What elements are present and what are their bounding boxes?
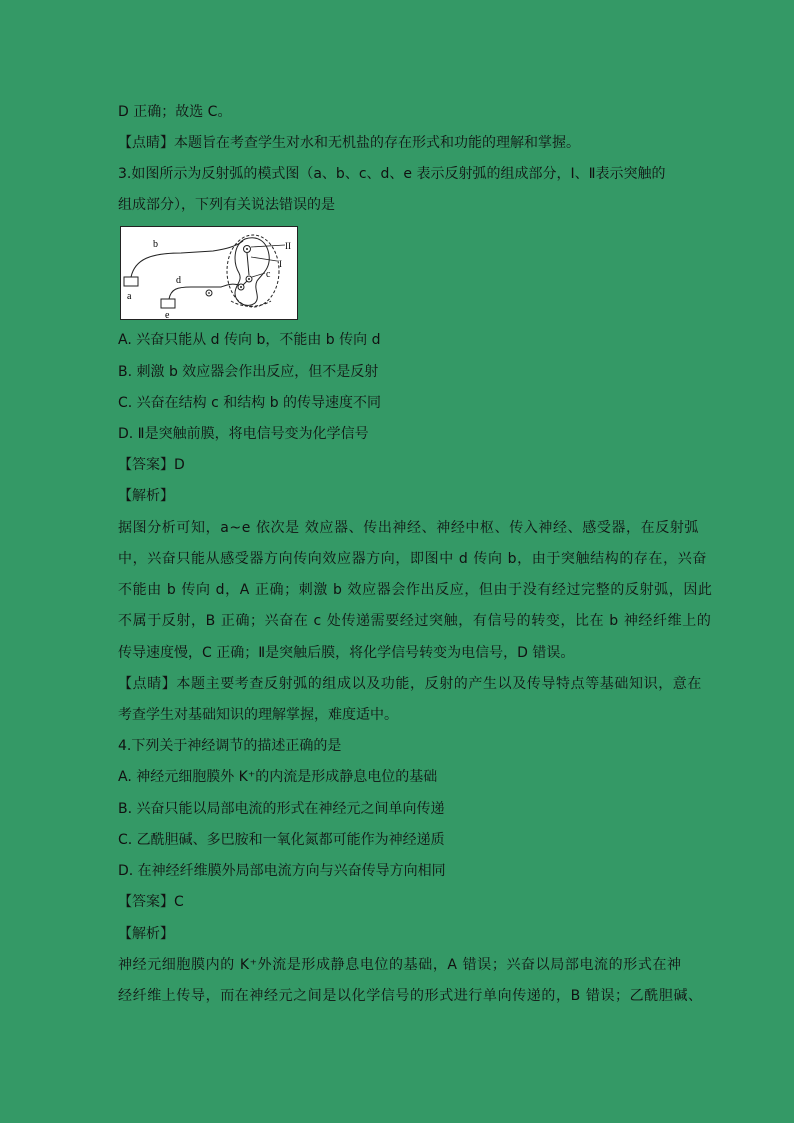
label-I: I xyxy=(279,259,282,269)
efferent-nerve xyxy=(131,241,243,277)
text-line: D 正确；故选 C。 xyxy=(118,104,232,120)
analysis-text: 不属于反射，B 正确；兴奋在 c 处传递需要经过突触，有信号的转变，比在 b 神经纤维上的 xyxy=(118,613,712,629)
option-d: D. Ⅱ是突触前膜，将电信号变为化学信号 xyxy=(118,426,369,442)
label-a: a xyxy=(127,291,132,302)
reflex-arc-svg xyxy=(121,227,297,319)
question-3-stem: 3.如图所示为反射弧的模式图（a、b、c、d、e 表示反射弧的组成部分，Ⅰ、Ⅱ表示突触的 xyxy=(118,166,666,182)
comment-text: 考查学生对基础知识的理解掌握，难度适中。 xyxy=(118,707,398,723)
spinal-cord xyxy=(235,238,269,306)
option-a: A. 神经元细胞膜外 K⁺的内流是形成静息电位的基础 xyxy=(118,769,438,785)
afferent-nerve xyxy=(169,284,239,299)
analysis-text: 据图分析可知，a~e 依次是 效应器、传出神经、神经中枢、传入神经、感受器，在反射弧 xyxy=(118,520,700,536)
label-c: c xyxy=(266,269,271,280)
label-b: b xyxy=(153,239,158,250)
option-c: C. 乙酰胆碱、多巴胺和一氧化氮都可能作为神经递质 xyxy=(118,832,445,848)
answer-label: 【答案】D xyxy=(118,457,185,473)
option-b: B. 兴奋只能以局部电流的形式在神经元之间单向传递 xyxy=(118,801,445,817)
option-c: C. 兴奋在结构 c 和结构 b 的传导速度不同 xyxy=(118,395,382,411)
question-3-stem-cont: 组成部分），下列有关说法错误的是 xyxy=(118,197,335,213)
label-e: e xyxy=(165,310,170,319)
effector-box xyxy=(124,277,138,286)
label-d: d xyxy=(176,275,181,286)
analysis-text: 中，兴奋只能从感受器方向传向效应器方向，即图中 d 传向 b，由于突触结构的存在，兴奋 xyxy=(118,551,707,567)
option-d: D. 在神经纤维膜外局部电流方向与兴奋传导方向相同 xyxy=(118,863,446,879)
analysis-text: 传导速度慢，C 正确；Ⅱ是突触后膜，将化学信号转变为电信号，D 错误。 xyxy=(118,645,575,661)
option-b: B. 刺激 b 效应器会作出反应，但不是反射 xyxy=(118,364,379,380)
label-II: II xyxy=(285,241,291,251)
analysis-text: 经纤维上传导，而在神经元之间是以化学信号的形式进行单向传递的，B 错误；乙酰胆碱、 xyxy=(118,988,703,1004)
text-line: 【点睛】本题旨在考查学生对水和无机盐的存在形式和功能的理解和掌握。 xyxy=(118,135,580,151)
analysis-text: 神经元细胞膜内的 K⁺外流是形成静息电位的基础，A 错误；兴奋以局部电流的形式在神 xyxy=(118,957,682,973)
comment-text: 【点睛】本题主要考查反射弧的组成以及功能，反射的产生以及传导特点等基础知识，意在 xyxy=(118,676,702,692)
answer-label: 【答案】C xyxy=(118,894,184,910)
analysis-text: 不能由 b 传向 d，A 正确；刺激 b 效应器会作出反应，但由于没有经过完整的反射弧，因此 xyxy=(118,582,713,598)
reflex-arc-diagram xyxy=(120,226,298,320)
receptor-box xyxy=(161,299,175,308)
option-a: A. 兴奋只能从 d 传向 b，不能由 b 传向 d xyxy=(118,332,381,348)
question-4-stem: 4.下列关于神经调节的描述正确的是 xyxy=(118,738,342,754)
analysis-label: 【解析】 xyxy=(118,488,174,504)
analysis-label: 【解析】 xyxy=(118,926,174,942)
